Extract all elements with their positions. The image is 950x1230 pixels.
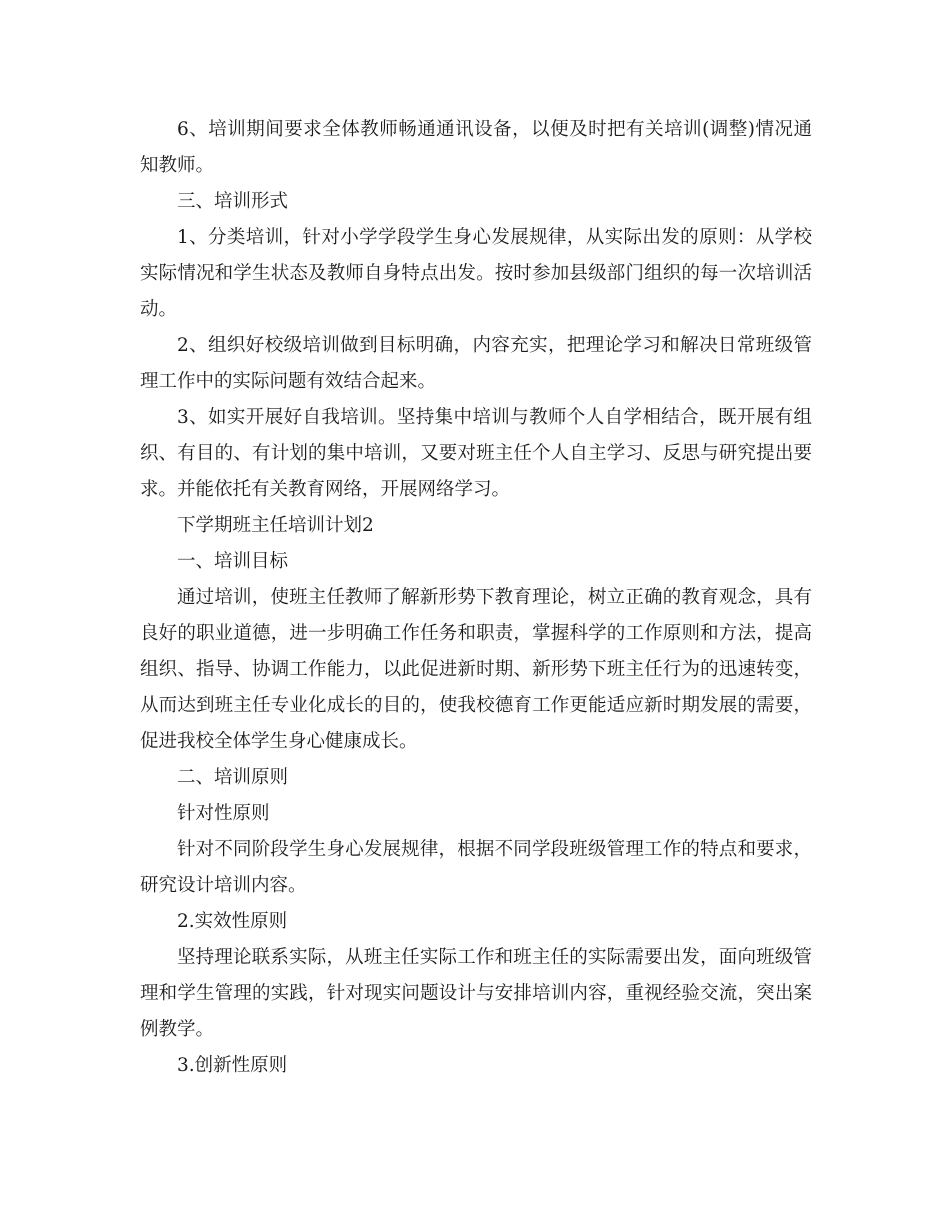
- heading-pertinence-principle: 针对性原则: [177, 803, 270, 824]
- paragraph-effectiveness-principle: 坚持理论联系实际，从班主任实际工作和班主任的实际需要出发，面向班级管理和学生管理的实践，针对现实问题设计与安排培训内容，重视经验交流，突出案例教学。: [140, 947, 812, 1040]
- heading-training-goal: 一、培训目标: [177, 551, 289, 572]
- paragraph-school-training: 2、组织好校级培训做到目标明确，内容充实，把理论学习和解决日常班级管理工作中的实际问题有效结合起来。: [140, 335, 812, 392]
- heading-effectiveness-principle: 2.实效性原则: [177, 911, 288, 932]
- paragraph-pertinence-principle: 针对不同阶段学生身心发展规律，根据不同学段班级管理工作的特点和要求，研究设计培训内容。: [140, 839, 812, 896]
- heading-innovation-principle: 3.创新性原则: [177, 1055, 288, 1076]
- section-title-plan-2: 下学期班主任培训计划2: [177, 515, 374, 536]
- document-body: [140, 112, 812, 1084]
- paragraph-self-training: 3、如实开展好自我培训。坚持集中培训与教师个人自学相结合，既开展有组织、有目的、有计划的集中培训，又要对班主任个人自主学习、反思与研究提出要求。并能依托有关教育网络，开展网络学习。: [140, 407, 812, 500]
- paragraph-training-goal: 通过培训，使班主任教师了解新形势下教育理论，树立正确的教育观念，具有良好的职业道德，进一步明确工作任务和职责，掌握科学的工作原则和方法，提高组织、指导、协调工作能力，以此促进新时期、新形势下班主任行为的迅速转变，从而达到班主任专业化成长的目的，使我校德育工作更能适应新时期发展的需要，促进我校全体学生身心健康成长。: [140, 587, 812, 752]
- heading-training-form: 三、培训形式: [177, 191, 289, 212]
- paragraph-training-communication: 6、培训期间要求全体教师畅通通讯设备，以便及时把有关培训(调整)情况通知教师。: [140, 119, 812, 176]
- paragraph-category-training: 1、分类培训，针对小学学段学生身心发展规律，从实际出发的原则：从学校实际情况和学生状态及教师自身特点出发。按时参加县级部门组织的每一次培训活动。: [140, 227, 812, 320]
- heading-training-principles: 二、培训原则: [177, 767, 289, 788]
